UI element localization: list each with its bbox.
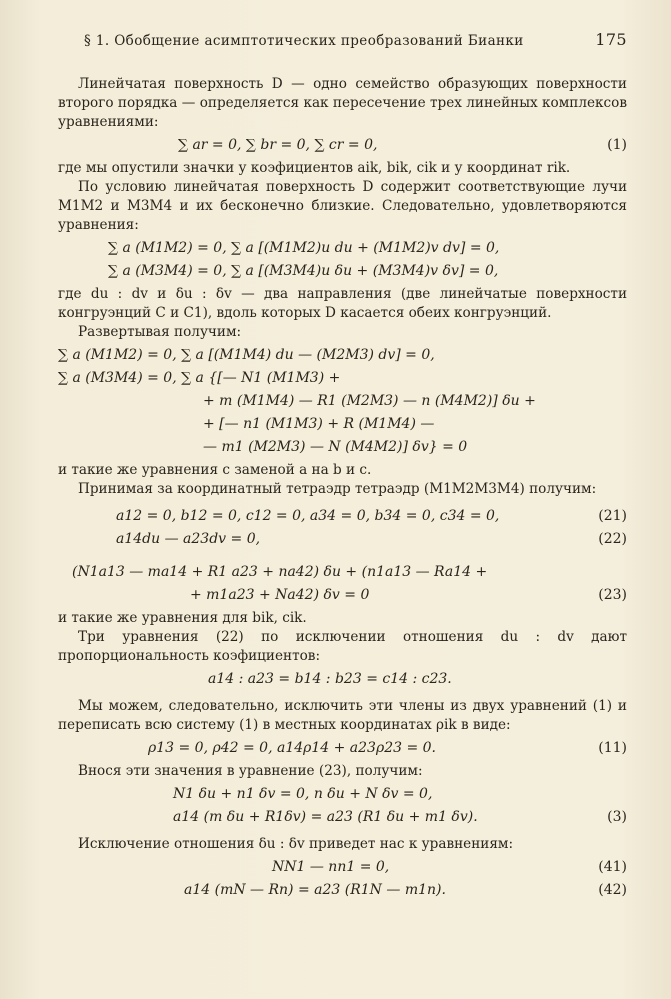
equation-number: (23) [598, 587, 627, 603]
equation-7: ρ13 = 0, ρ42 = 0, a14ρ14 + a23ρ23 = 0. (11) [148, 740, 627, 756]
equation-9a: NN1 — nn1 = 0, (41) [272, 859, 627, 875]
equation-number: (42) [598, 882, 627, 898]
equation-3b: ∑ a (M3M4) = 0, ∑ a {[— N1 (M1M3) + [58, 370, 341, 386]
equation-5b: + m1a23 + Na42) δv = 0 (23) [190, 587, 627, 603]
equation-3d: + [— n1 (M1M3) + R (M1M4) — [203, 416, 435, 432]
equation-3a: ∑ a (M1M2) = 0, ∑ a [(M1M4) du — (M2M3) dv] = 0, [58, 347, 435, 363]
equation-9b: a14 (mN — Rn) = a23 (R1N — m1n). (42) [184, 882, 627, 898]
paragraph: Принимая за координатный тетраэдр тетраэдр (M1M2M3M4) получим: [78, 481, 597, 497]
paragraph: Развертывая получим: [78, 324, 242, 340]
equation-1: ∑ ar = 0, ∑ br = 0, ∑ cr = 0, (1) [178, 137, 627, 153]
equation-4b: a14du — a23dv = 0, (22) [116, 531, 627, 547]
equation-number: (41) [598, 859, 627, 875]
equation-2a: ∑ a (M1M2) = 0, ∑ a [(M1M2)u du + (M1M2)v dv] = 0, [108, 240, 500, 256]
paragraph: По условию линейчатая поверхность D содержит соответствующие лучи M1M2 и M3M4 и их бесконечно близкие. Следовательно, удовлетворяются уравнения: [58, 179, 627, 233]
paragraph: Линейчатая поверхность D — одно семейство образующих поверхности второго порядка — определяется как пересечение трех линейных комплексов уравнениями: [58, 76, 627, 130]
paragraph: Три уравнения (22) по исключении отношения du : dv дают пропорциональность коэфициентов: [58, 629, 627, 664]
paragraph: Внося эти значения в уравнение (23), получим: [78, 763, 423, 779]
equation-8a: N1 δu + n1 δv = 0, n δu + N δv = 0, [173, 786, 433, 802]
paragraph: Мы можем, следовательно, исключить эти члены из двух уравнений (1) и переписать всю систему (1) в местных координатах ρik в виде: [58, 698, 627, 733]
equation-3c: + m (M1M4) — R1 (M2M3) — n (M4M2)] δu + [203, 393, 536, 409]
equation-4a: a12 = 0, b12 = 0, c12 = 0, a34 = 0, b34 = 0, c34 = 0, (21) [116, 508, 627, 524]
running-header [84, 30, 627, 49]
equation-number: (1) [607, 137, 627, 153]
equation-number: (21) [598, 508, 627, 524]
equation-8b: a14 (m δu + R1δv) = a23 (R1 δu + m1 δv). (3) [173, 809, 627, 825]
equation-number: (22) [598, 531, 627, 547]
paragraph: Исключение отношения δu : δv приведет нас к уравнениям: [78, 836, 514, 852]
paragraph: и такие же уравнения с заменой a на b и c. [58, 462, 372, 478]
page-number: 175 [595, 30, 627, 49]
equation-number: (3) [607, 809, 627, 825]
equation-3e: — m1 (M2M3) — N (M4M2)] δv} = 0 [203, 439, 468, 455]
equation-5a: (N1a13 — ma14 + R1 a23 + na42) δu + (n1a13 — Ra14 + [72, 564, 488, 580]
running-title: § 1. Обобщение асимптотических преобразований Бианки [84, 33, 524, 49]
equation-2b: ∑ a (M3M4) = 0, ∑ a [(M3M4)u δu + (M3M4)v δv] = 0, [108, 263, 499, 279]
paragraph: где du : dv и δu : δv — два направления (две линейчатые поверхности конгруэнций C и C1), вдоль которых D касается обеих конгруэнций. [58, 286, 627, 321]
equation-number: (11) [598, 740, 627, 756]
paragraph: где мы опустили значки у коэфициентов aik, bik, cik и у координат rik. [58, 160, 571, 176]
paragraph: и такие же уравнения для bik, cik. [58, 610, 307, 626]
equation-6: a14 : a23 = b14 : b23 = c14 : c23. [208, 671, 452, 687]
